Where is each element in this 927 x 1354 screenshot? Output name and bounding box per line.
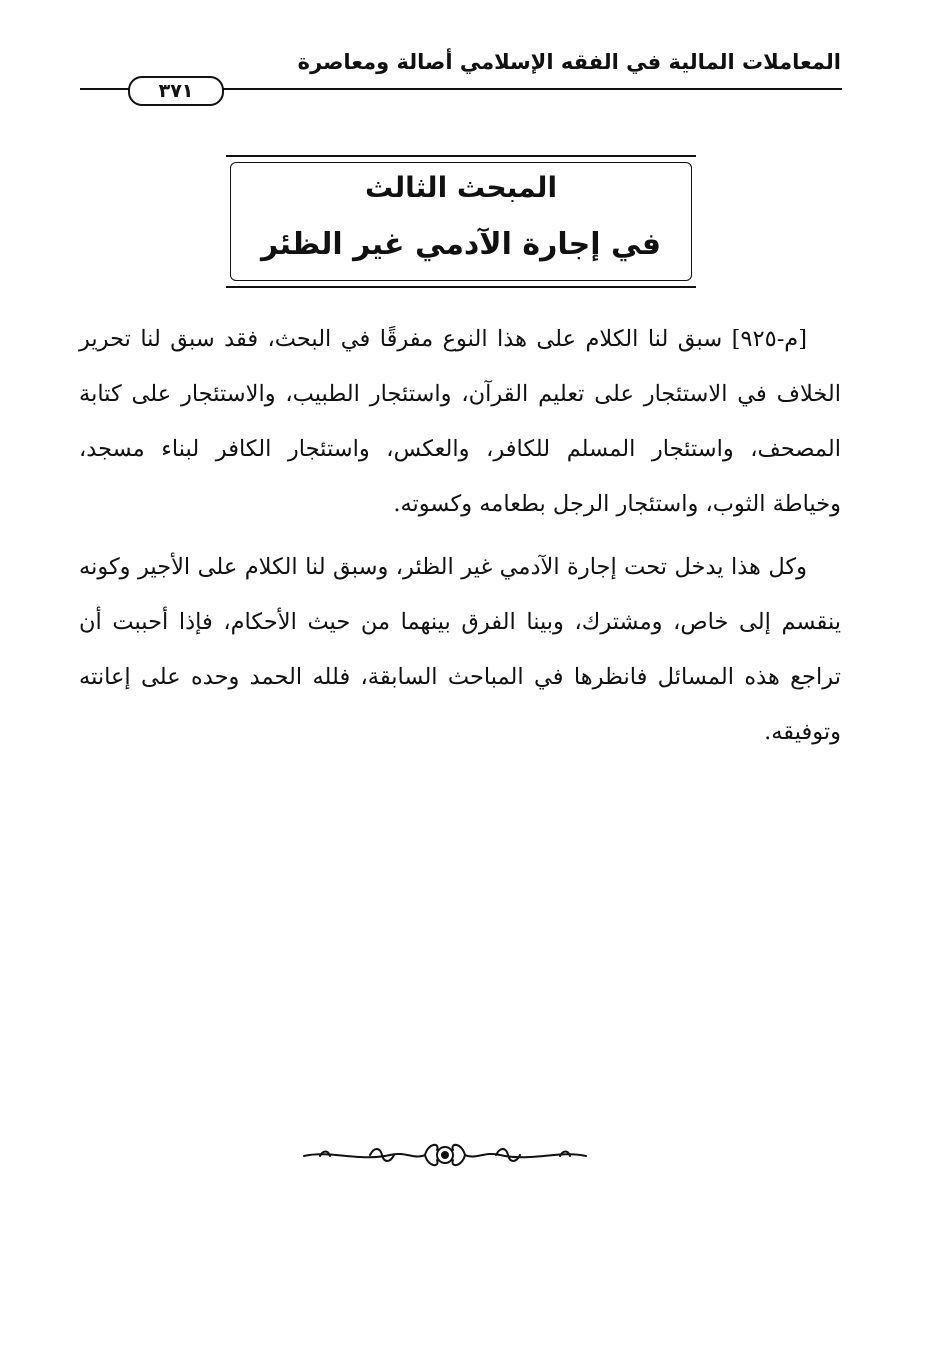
body-text <box>79 312 841 760</box>
section-title-frame <box>226 155 696 288</box>
page-number: ٣٧١ <box>128 76 224 106</box>
running-header-title: المعاملات المالية في الفقه الإسلامي أصالة ومعاصرة <box>297 50 841 74</box>
section-title: المبحث الثالث <box>364 171 558 204</box>
section-subtitle: في إجارة الآدمي غير الظئر <box>261 227 661 262</box>
paragraph-2: وكل هذا يدخل تحت إجارة الآدمي غير الظئر، وسبق لنا الكلام على الأجير وكونه ينقسم إلى خاص، ومشترك، وبينا الفرق بينهما من حيث الأحكام، فإذا أحببت أن تراجع هذه المسائل فانظرها في المباحث السابقة، فلله الحمد وحده على إعانته وتوفيقه. <box>79 554 841 745</box>
floral-divider-icon <box>300 1138 590 1172</box>
paragraph-1: [م-٩٢٥] سبق لنا الكلام على هذا النوع مفرقًا في البحث، فقد سبق لنا تحرير الخلاف في الاستئجار على تعليم القرآن، واستئجار الطبيب، والاستئجار على كتابة المصحف، واستئجار المسلم للكافر، والعكس، واستئجار الكافر لبناء مسجد، وخياطة الثوب، واستئجار الرجل بطعامه وكسوته. <box>79 326 841 517</box>
